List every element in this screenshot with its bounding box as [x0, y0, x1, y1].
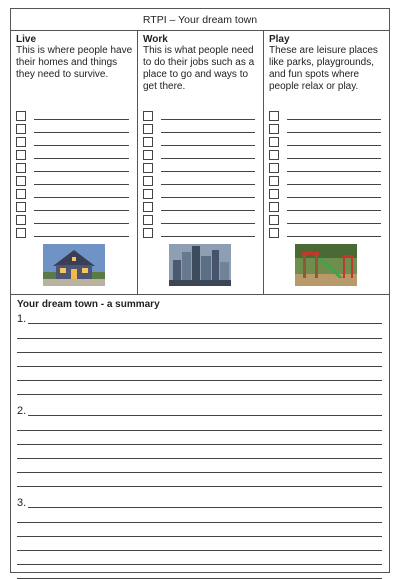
checklist-row [16, 199, 133, 212]
checkbox[interactable] [16, 215, 26, 225]
columns [11, 31, 389, 295]
checklist-row [16, 212, 133, 225]
playground-photo [295, 244, 357, 286]
checklist-row [143, 147, 259, 160]
writing-line[interactable] [17, 551, 382, 565]
writing-line[interactable] [28, 323, 382, 324]
summary-item-number: 1. [17, 313, 27, 325]
answer-line[interactable] [287, 223, 381, 224]
answer-line[interactable] [161, 119, 255, 120]
checkbox[interactable] [269, 150, 279, 160]
checklist-row [269, 199, 385, 212]
checkbox[interactable] [143, 176, 153, 186]
checkbox[interactable] [16, 163, 26, 173]
checklist-row [16, 134, 133, 147]
writing-line[interactable] [28, 415, 382, 416]
city-skyline-photo [169, 244, 231, 286]
checklist-row [143, 108, 259, 121]
checklist-row [16, 121, 133, 134]
checkbox[interactable] [16, 111, 26, 121]
worksheet [10, 8, 390, 573]
checklist-row [143, 199, 259, 212]
checkbox[interactable] [16, 176, 26, 186]
checkbox[interactable] [269, 111, 279, 121]
answer-line[interactable] [287, 145, 381, 146]
checklist-row [269, 160, 385, 173]
checklist-row [16, 225, 133, 238]
answer-line[interactable] [161, 171, 255, 172]
summary-items [17, 313, 384, 579]
checkbox[interactable] [269, 176, 279, 186]
writing-line[interactable] [17, 445, 382, 459]
writing-line[interactable] [17, 339, 382, 353]
answer-line[interactable] [287, 197, 381, 198]
answer-line[interactable] [161, 197, 255, 198]
checklist-row [269, 147, 385, 160]
answer-line[interactable] [161, 184, 255, 185]
writing-line[interactable] [17, 417, 382, 431]
checklist-row [16, 160, 133, 173]
checklist-row [269, 225, 385, 238]
worksheet-title: RTPI – Your dream town [11, 9, 389, 31]
checkbox[interactable] [269, 124, 279, 134]
answer-line[interactable] [287, 158, 381, 159]
checklist-row [143, 134, 259, 147]
writing-line[interactable] [17, 325, 382, 339]
checkbox[interactable] [269, 163, 279, 173]
checkbox[interactable] [16, 150, 26, 160]
answer-line[interactable] [34, 158, 129, 159]
checklist-row [143, 225, 259, 238]
answer-line[interactable] [287, 119, 381, 120]
answer-line[interactable] [287, 236, 381, 237]
column-work [137, 31, 263, 294]
writing-line[interactable] [17, 537, 382, 551]
answer-line[interactable] [287, 171, 381, 172]
writing-line[interactable] [17, 431, 382, 445]
writing-line[interactable] [17, 473, 382, 487]
checklist-row [16, 108, 133, 121]
checkbox[interactable] [16, 137, 26, 147]
answer-line[interactable] [161, 223, 255, 224]
checkbox[interactable] [143, 228, 153, 238]
column-description: This is where people have their homes and things they need to survive. [16, 45, 133, 80]
summary-section [11, 295, 389, 579]
checklist-row [143, 121, 259, 134]
summary-item [17, 313, 384, 325]
column-play [263, 31, 389, 294]
answer-line[interactable] [34, 145, 129, 146]
checkbox[interactable] [143, 150, 153, 160]
checklist-row [143, 186, 259, 199]
checklist-row [269, 186, 385, 199]
writing-line[interactable] [17, 565, 382, 579]
writing-line[interactable] [17, 381, 382, 395]
checklist-row [269, 108, 385, 121]
checklist-row [269, 212, 385, 225]
column-heading: Play [268, 34, 290, 45]
answer-line[interactable] [34, 197, 129, 198]
answer-line[interactable] [34, 210, 129, 211]
checklist-row [16, 173, 133, 186]
summary-item-number: 2. [17, 405, 27, 417]
answer-line[interactable] [34, 132, 129, 133]
checklist-row [143, 160, 259, 173]
checkbox[interactable] [269, 202, 279, 212]
answer-line[interactable] [34, 236, 129, 237]
checkbox[interactable] [143, 189, 153, 199]
checklist-row [269, 173, 385, 186]
checkbox[interactable] [143, 137, 153, 147]
writing-line[interactable] [17, 353, 382, 367]
column-description: This is what people need to do their jobs such as a place to go and ways to get there. [142, 45, 255, 92]
checkbox[interactable] [143, 202, 153, 212]
checkbox[interactable] [143, 163, 153, 173]
writing-line[interactable] [17, 509, 382, 523]
answer-line[interactable] [161, 210, 255, 211]
checklist-row [143, 173, 259, 186]
answer-line[interactable] [161, 132, 255, 133]
answer-line[interactable] [34, 119, 129, 120]
writing-line[interactable] [28, 507, 382, 508]
house-photo [43, 244, 105, 286]
checkbox[interactable] [16, 124, 26, 134]
column-live [11, 31, 137, 294]
answer-line[interactable] [161, 158, 255, 159]
column-heading: Live [16, 34, 37, 45]
checkbox[interactable] [143, 124, 153, 134]
checkbox[interactable] [16, 202, 26, 212]
summary-title: Your dream town - a summary [17, 299, 160, 310]
checklist-row [143, 212, 259, 225]
checklist [16, 108, 133, 238]
checklist-row [269, 121, 385, 134]
answer-line[interactable] [161, 145, 255, 146]
column-heading: Work [142, 34, 168, 45]
checkbox[interactable] [269, 137, 279, 147]
checkbox[interactable] [269, 189, 279, 199]
checkbox[interactable] [143, 111, 153, 121]
checklist-row [16, 147, 133, 160]
answer-line[interactable] [287, 210, 381, 211]
checklist [269, 108, 385, 238]
checklist-row [16, 186, 133, 199]
answer-line[interactable] [34, 184, 129, 185]
answer-line[interactable] [161, 236, 255, 237]
checklist-row [269, 134, 385, 147]
writing-line[interactable] [17, 367, 382, 381]
checkbox[interactable] [16, 228, 26, 238]
answer-line[interactable] [34, 171, 129, 172]
summary-item [17, 405, 384, 417]
checkbox[interactable] [269, 215, 279, 225]
answer-line[interactable] [34, 223, 129, 224]
writing-line[interactable] [17, 523, 382, 537]
answer-line[interactable] [287, 184, 381, 185]
summary-item-number: 3. [17, 497, 27, 509]
answer-line[interactable] [287, 132, 381, 133]
summary-item [17, 497, 384, 509]
column-description: These are leisure places like parks, playgrounds, and fun spots where people relax or play. [268, 45, 378, 92]
checklist [143, 108, 259, 238]
writing-line[interactable] [17, 459, 382, 473]
checkbox[interactable] [16, 189, 26, 199]
checkbox[interactable] [143, 215, 153, 225]
checkbox[interactable] [269, 228, 279, 238]
